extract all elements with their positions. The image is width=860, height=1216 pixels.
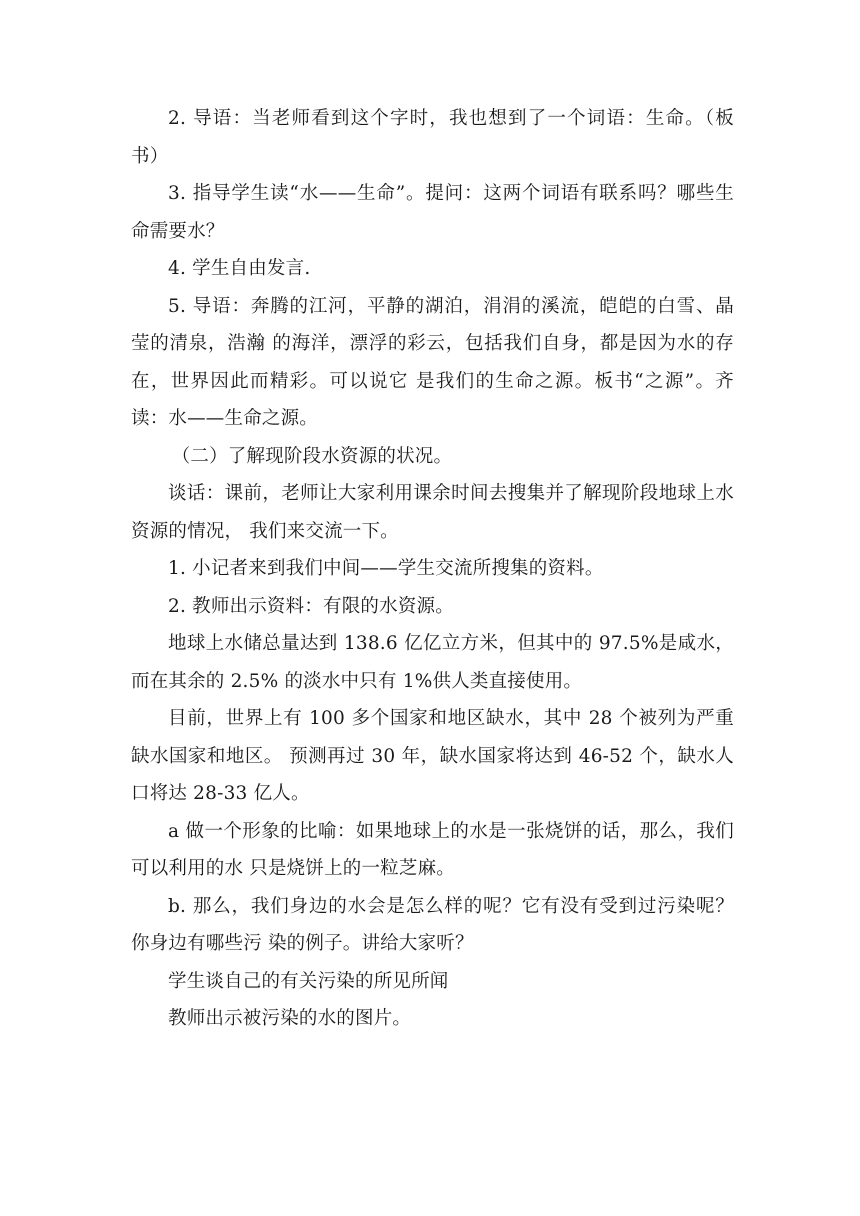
paragraph: 1. 小记者来到我们中间——学生交流所搜集的资料。: [168, 558, 604, 579]
document-body: [131, 100, 734, 1038]
paragraph: 2. 导语：当老师看到这个字时，我也想到了一个词语：生命。（板书）: [131, 108, 734, 167]
section-heading: （二）了解现阶段水资源的状况。: [171, 445, 453, 467]
paragraph: 5. 导语：奔腾的江河，平静的湖泊，涓涓的溪流，皑皑的白雪、晶莹的清泉，浩瀚 的海洋，漂浮的彩云，包括我们自身，都是因为水的存在，世界因此而精彩。可以说它 是我们的生命之源。板书“之源”。齐读：水——生命之源。: [131, 295, 734, 429]
paragraph: 4. 学生自由发言.: [168, 258, 311, 279]
paragraph: 3. 指导学生读“水——生命”。提问：这两个词语有联系吗？哪些生命需要水？: [131, 183, 734, 242]
paragraph: 学生谈自己的有关污染的所见所闻: [168, 970, 449, 992]
paragraph: 教师出示被污染的水的图片。: [168, 1008, 412, 1029]
paragraph: 目前，世界上有 100 多个国家和地区缺水，其中 28 个被列为严重缺水国家和地区。 预测再过 30 年，缺水国家将达到 46-52 个，缺水人口将达 28-33 亿人。: [131, 708, 734, 804]
paragraph: b. 那么，我们身边的水会是怎么样的呢？它有没有受到过污染呢？你身边有哪些污 染的例子。讲给大家听？: [131, 895, 734, 954]
paragraph: 地球上水储总量达到 138.6 亿亿立方米，但其中的 97.5%是咸水，而在其余的 2.5% 的淡水中只有 1%供人类直接使用。: [131, 633, 734, 692]
paragraph: 2. 教师出示资料：有限的水资源。: [168, 595, 454, 617]
paragraph: a 做一个形象的比喻：如果地球上的水是一张烧饼的话，那么，我们可以利用的水 只是烧饼上的一粒芝麻。: [131, 820, 734, 879]
paragraph: 谈话：课前，老师让大家利用课余时间去搜集并了解现阶段地球上水资源的情况， 我们来交流一下。: [131, 483, 734, 542]
